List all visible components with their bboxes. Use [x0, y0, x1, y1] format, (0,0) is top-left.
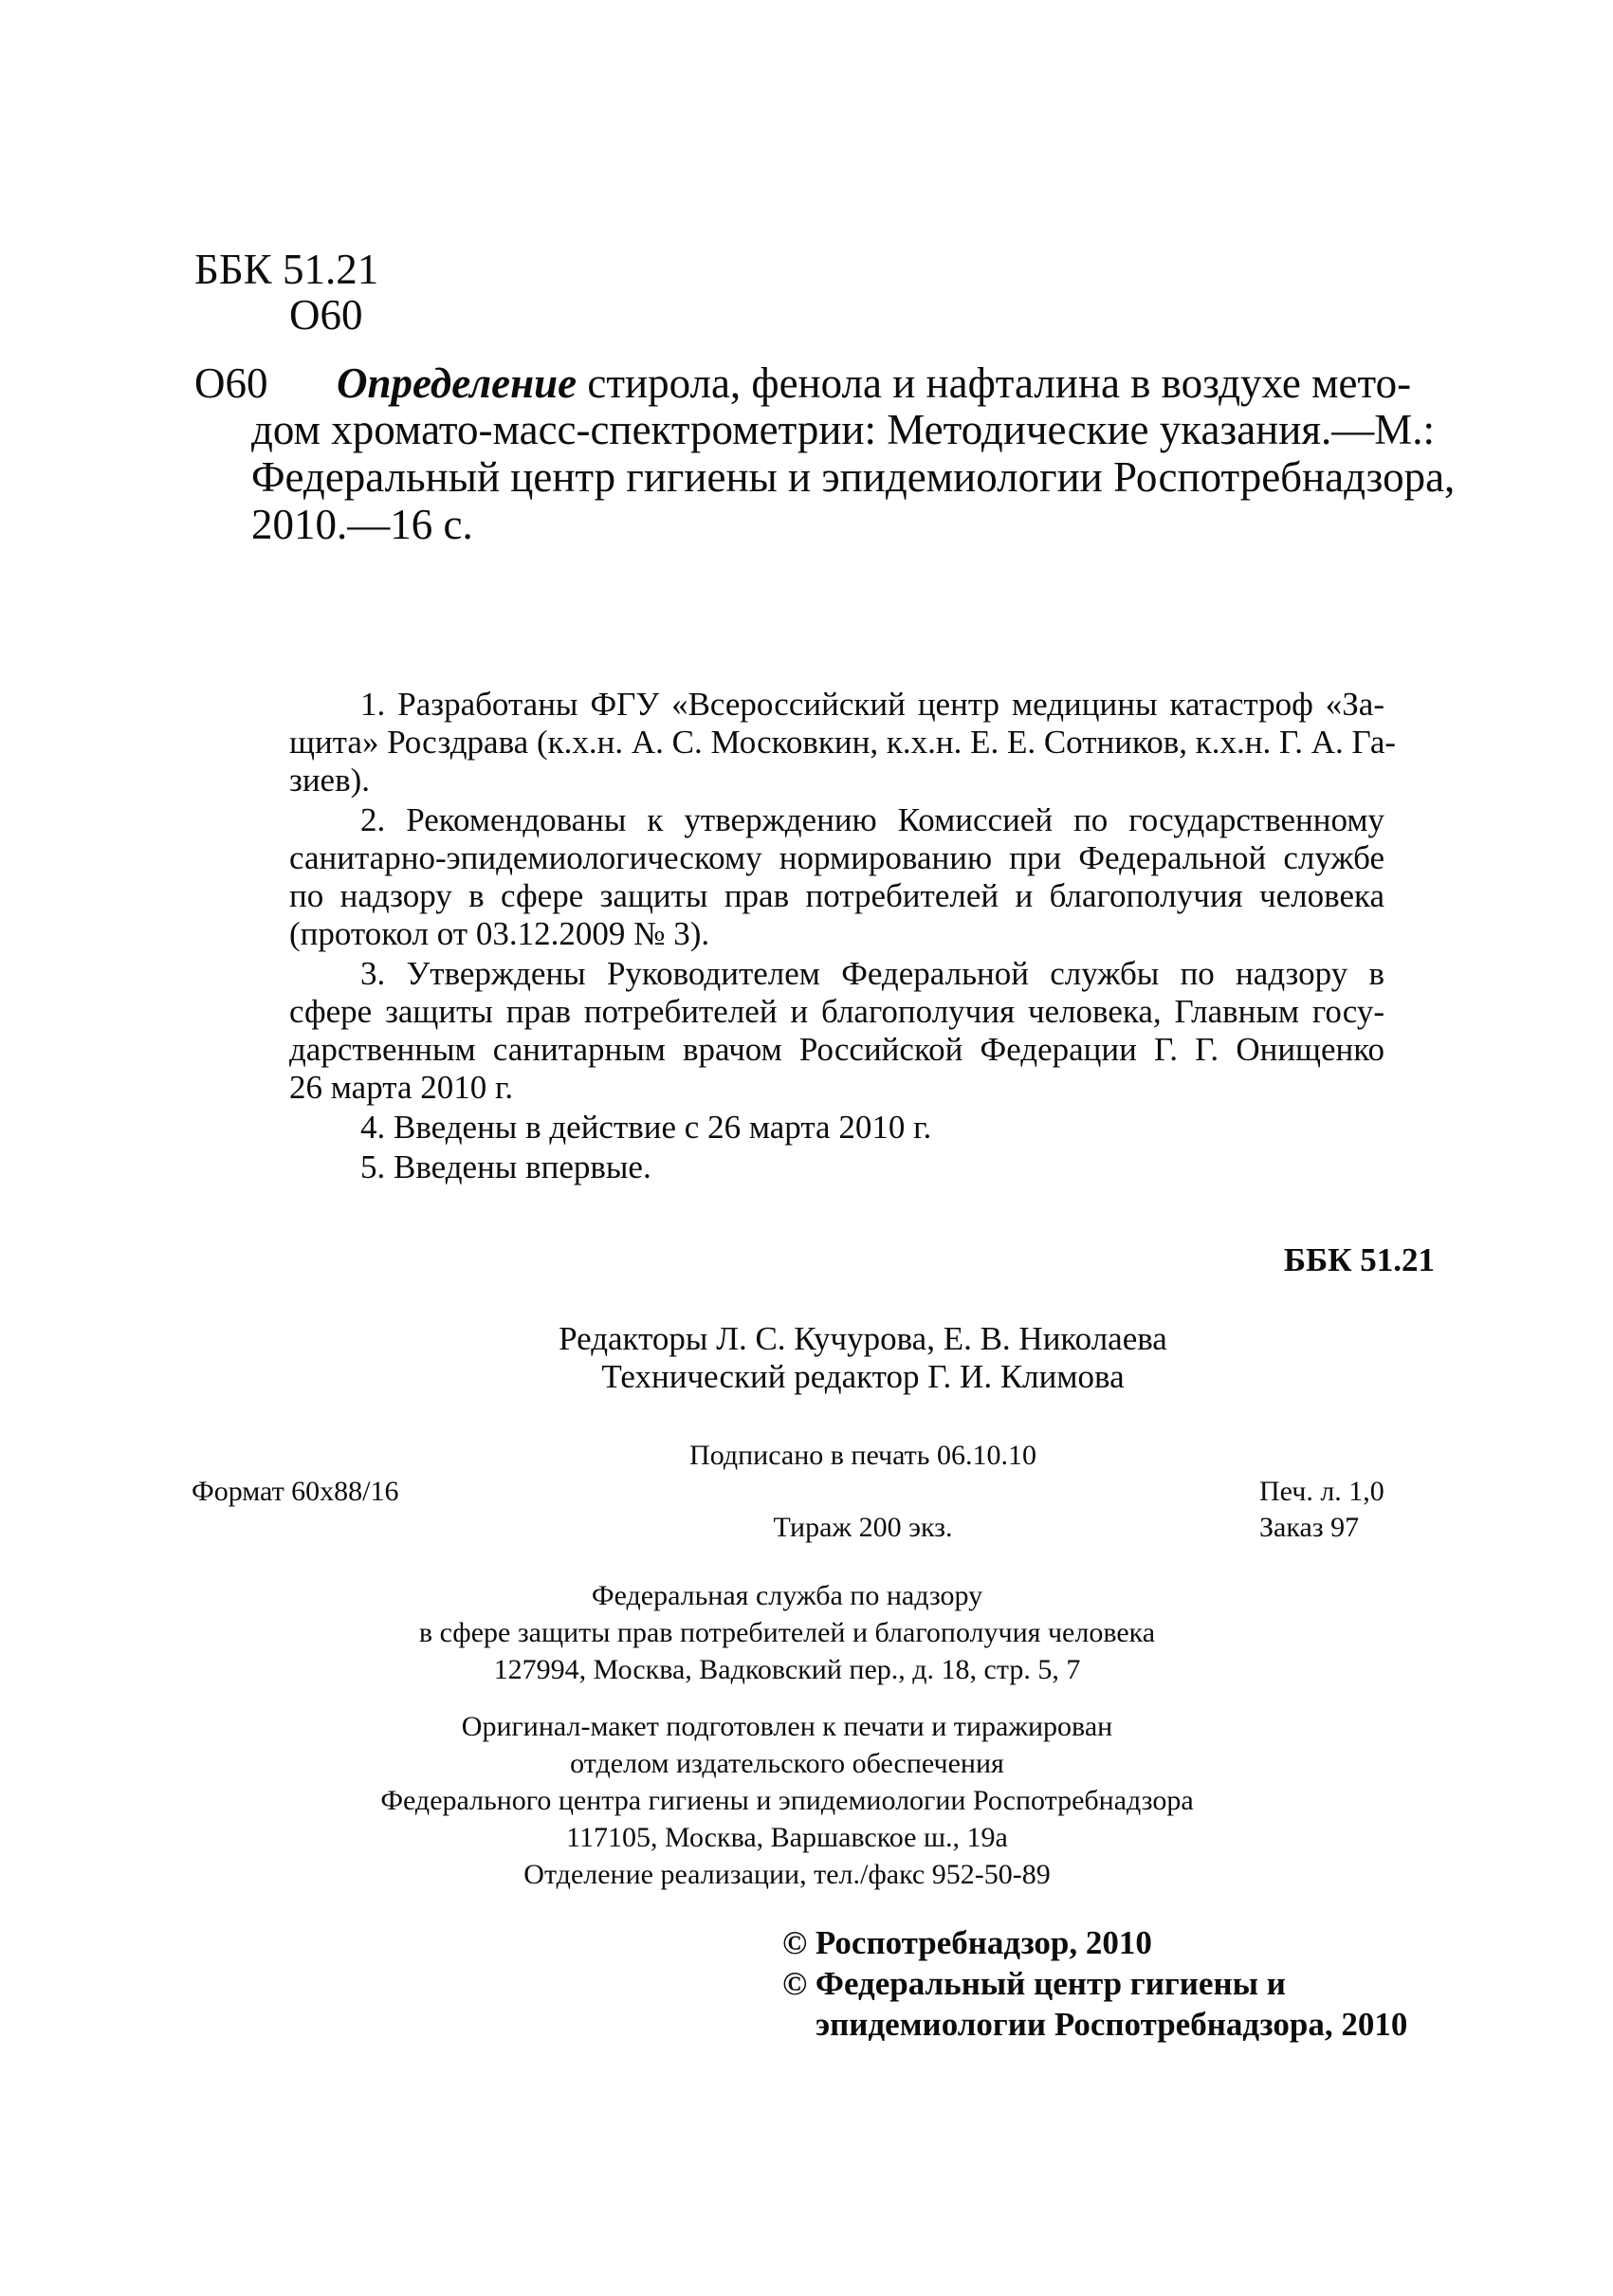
copyright-2-line-2: эпидемиологии Роспотребнадзора, 2010	[816, 2006, 1408, 2043]
copyright-1: © Роспотребнадзор, 2010	[782, 1924, 1152, 1961]
note-2-line-2: санитарно-эпидемиологическому нормированию при Федеральной службе	[289, 839, 1384, 876]
note-3-line-4: 26 марта 2010 г.	[289, 1069, 514, 1106]
note-3-line-1: 3. Утверждены Руководителем Федеральной службы по надзору в	[360, 955, 1384, 992]
bbk-bold: ББК 51.21	[1283, 1241, 1435, 1278]
entry-line-4: 2010.—16 с.	[251, 501, 473, 548]
sales-phone: Отделение реализации, тел./факс 952-50-89	[523, 1859, 1051, 1890]
printed-sheets: Печ. л. 1,0	[1259, 1476, 1384, 1507]
note-2-line-3: по надзору в сфере защиты прав потребителей и благополучия человека	[289, 877, 1384, 914]
signed-to-print: Подписано в печать 06.10.10	[689, 1440, 1036, 1471]
entry-line-1-rest: стирола, фенола и нафталина в воздухе мето-	[587, 359, 1412, 407]
tech-editor-line: Технический редактор Г. И. Климова	[601, 1358, 1125, 1395]
note-1-line-2: щита» Росздрава (к.х.н. А. С. Московкин, к.х.н. Е. Е. Сотников, к.х.н. Г. А. Га-	[289, 724, 1397, 761]
note-4: 4. Введены в действие с 26 марта 2010 г.	[360, 1109, 932, 1146]
entry-line-2: дом хромато-масс-спектрометрии: Методические указания.—М.:	[251, 406, 1436, 453]
publisher-address: 127994, Москва, Вадковский пер., д. 18, стр. 5, 7	[493, 1654, 1081, 1685]
entry-title-bold: Определение	[337, 359, 577, 407]
note-2-line-1: 2. Рекомендованы к утверждению Комиссией по государственному	[360, 801, 1384, 838]
publisher-line-1: Федеральная служба по надзору	[591, 1580, 983, 1611]
bbk-code: ББК 51.21	[194, 246, 379, 293]
author-mark: О60	[289, 291, 363, 339]
entry-line-1	[337, 358, 1412, 408]
note-1-line-1: 1. Разработаны ФГУ «Всероссийский центр медицины катастроф «За-	[360, 686, 1384, 723]
order-number: Заказ 97	[1259, 1512, 1360, 1543]
publisher-line-2: в сфере защиты прав потребителей и благополучия человека	[418, 1617, 1156, 1648]
editors-line: Редакторы Л. С. Кучурова, Е. В. Николаева	[559, 1320, 1167, 1357]
note-2-line-4: (протокол от 03.12.2009 № 3).	[289, 915, 710, 952]
note-3-line-2: сфере защиты прав потребителей и благополучия человека, Главным госу-	[289, 993, 1384, 1030]
printer-address: 117105, Москва, Варшавское ш., 19а	[566, 1822, 1008, 1853]
printer-line-3: Федерального центра гигиены и эпидемиологии Роспотребнадзора	[380, 1785, 1194, 1816]
printer-line-1: Оригинал-макет подготовлен к печати и тиражирован	[461, 1711, 1113, 1742]
copyright-2-line-1: © Федеральный центр гигиены и	[782, 1965, 1286, 2002]
note-1-line-3: зиев).	[289, 762, 371, 799]
paper-format: Формат 60x88/16	[192, 1476, 399, 1507]
note-5: 5. Введены впервые.	[360, 1148, 651, 1185]
print-run: Тираж 200 экз.	[773, 1512, 953, 1543]
entry-mark: О60	[194, 359, 268, 407]
note-3-line-3: дарственным санитарным врачом Российской Федерации Г. Г. Онищенко	[289, 1031, 1384, 1068]
printer-line-2: отделом издательского обеспечения	[570, 1748, 1004, 1779]
entry-line-3: Федеральный центр гигиены и эпидемиологии Роспотребнадзора,	[251, 453, 1456, 501]
